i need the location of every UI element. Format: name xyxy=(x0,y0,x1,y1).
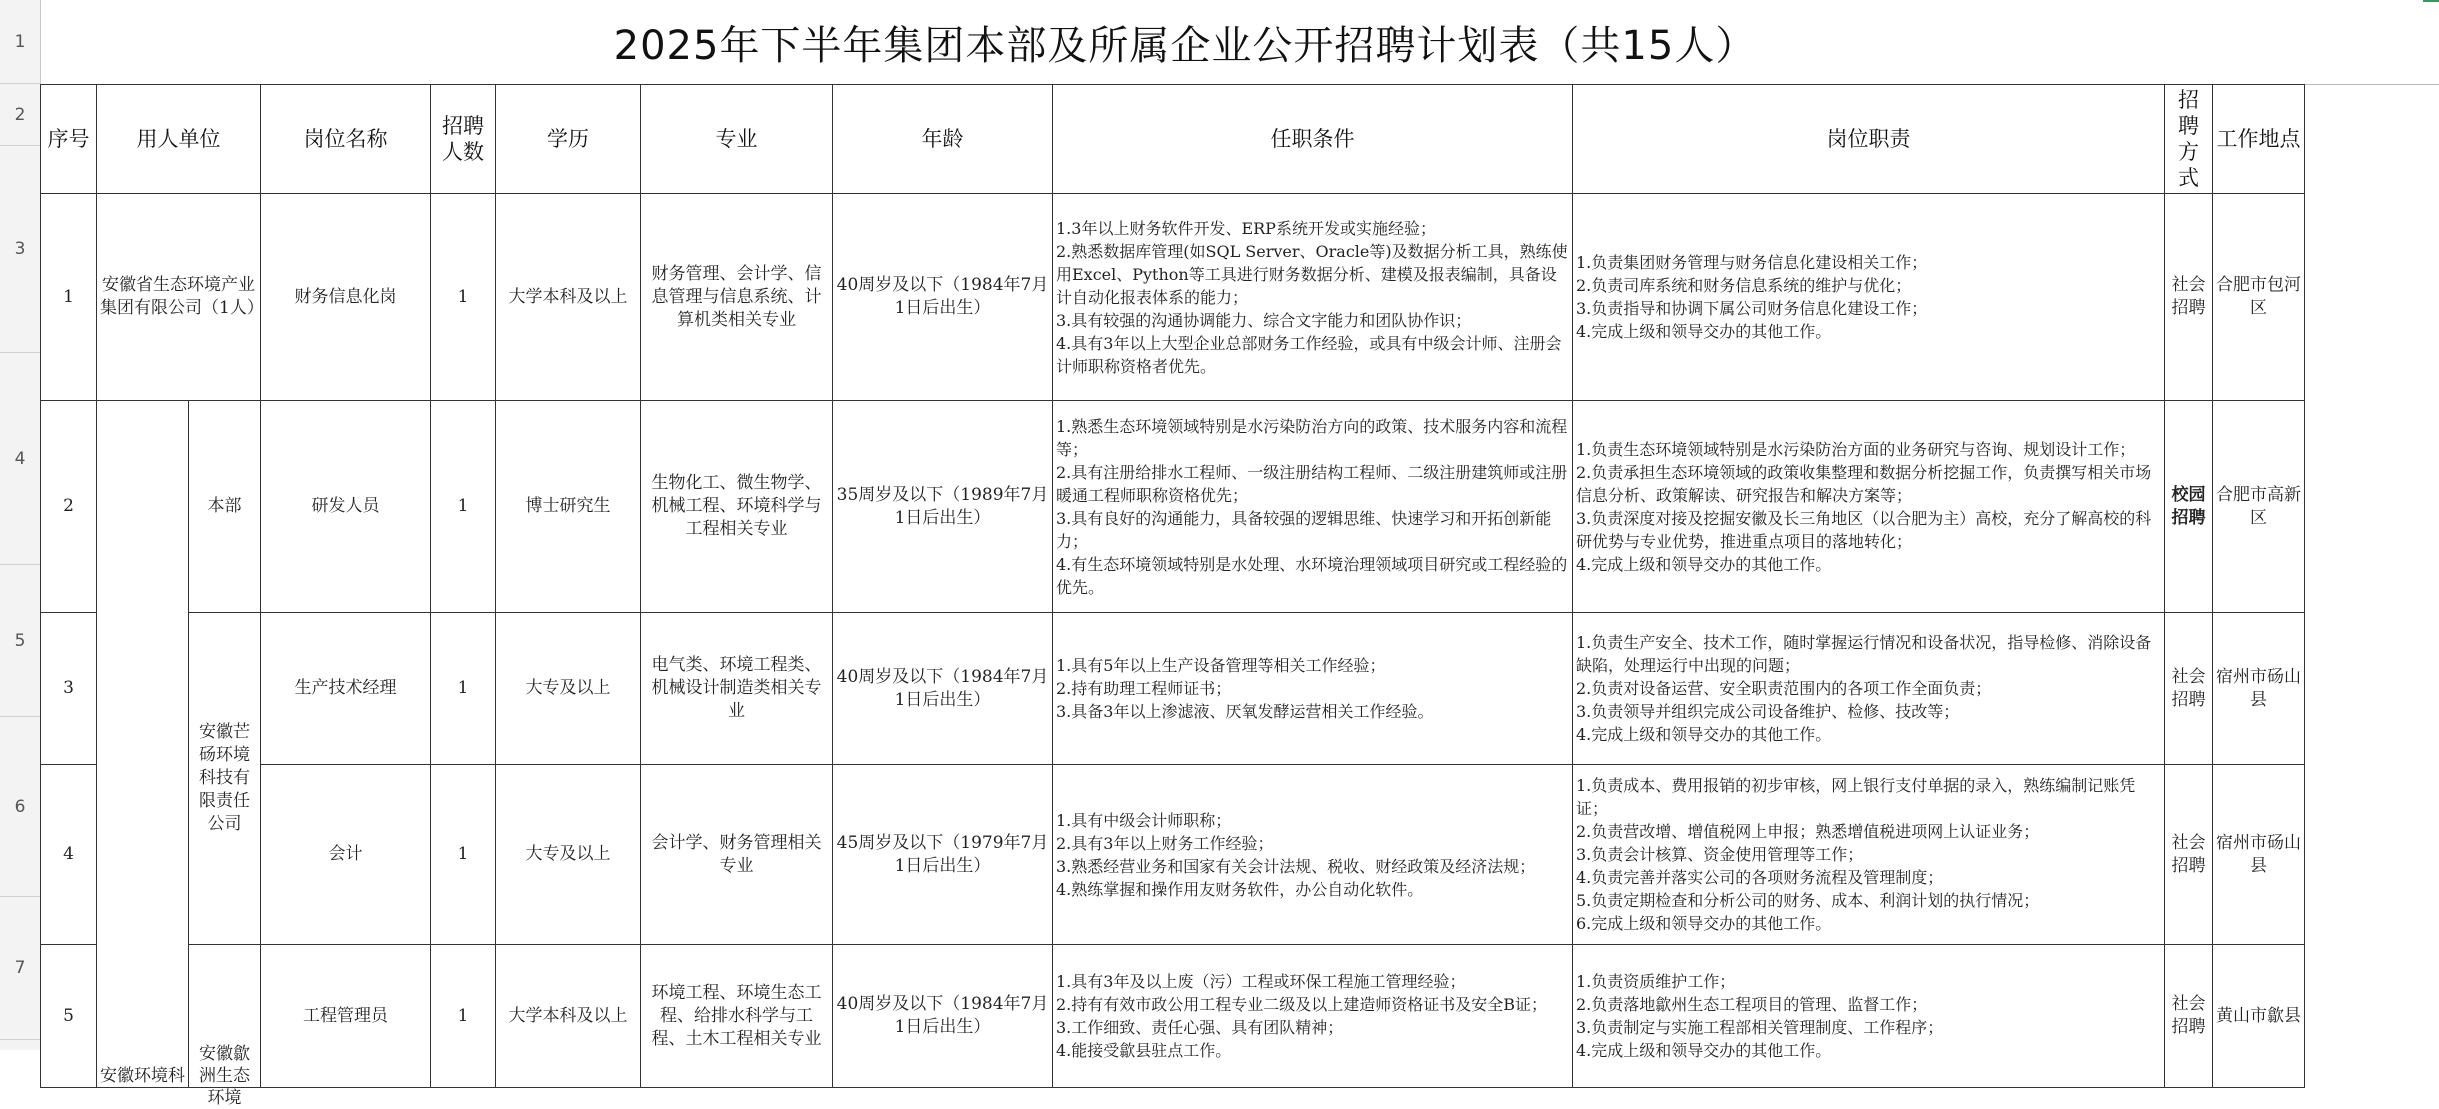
list-item: 4.完成上级和领导交办的其他工作。 xyxy=(1576,725,1832,744)
shezhou-unit-label: 安徽歙洲生态环境 xyxy=(199,1044,250,1108)
cell-age[interactable]: 40周岁及以下（1984年7月1日后出生） xyxy=(833,194,1053,401)
cell-count[interactable]: 1 xyxy=(431,401,496,613)
list-item: 2.持有助理工程师证书； xyxy=(1056,679,1232,698)
cell-major[interactable]: 电气类、环境工程类、机械设计制造类相关专业 xyxy=(641,613,833,765)
header-seq[interactable]: 序号 xyxy=(41,85,97,194)
header-major[interactable]: 专业 xyxy=(641,85,833,194)
list-item: 2.负责对设备运营、安全职责范围内的各项工作全面负责； xyxy=(1576,679,1992,698)
cell-count[interactable]: 1 xyxy=(431,613,496,765)
list-item: 2.负责落地歙州生态工程项目的管理、监督工作； xyxy=(1576,995,1928,1014)
list-item: 3.具有较强的沟通协调能力、综合文字能力和团队协作识； xyxy=(1056,310,1472,330)
header-requirements[interactable]: 任职条件 xyxy=(1053,85,1573,194)
list-item: 2.具有注册给排水工程师、一级注册结构工程师、二级注册建筑师或注册暖通工程师职称资格优先； xyxy=(1056,462,1568,505)
table-row xyxy=(41,401,2305,613)
list-item: 6.完成上级和领导交办的其他工作。 xyxy=(1576,914,1832,933)
list-item: 4.负责完善并落实公司的各项财务流程及管理制度； xyxy=(1576,868,1944,887)
row-number[interactable]: 1 xyxy=(0,0,40,84)
cell-requirements[interactable] xyxy=(1053,765,1573,945)
cell-position[interactable]: 生产技术经理 xyxy=(261,613,431,765)
list-item: 2.负责承担生态环境领域的政策收集整理和数据分析挖掘工作，负责撰写相关市场信息分析、政策解读、研究报告和解决方案等； xyxy=(1576,462,2152,505)
list-item: 3.负责领导并组织完成公司设备维护、检修、技改等； xyxy=(1576,702,1960,721)
list-item: 1.具有5年以上生产设备管理等相关工作经验； xyxy=(1056,656,1386,675)
cell-duties[interactable] xyxy=(1573,945,2165,1088)
list-item: 3.具备3年以上渗滤液、厌氧发酵运营相关工作经验。 xyxy=(1056,702,1434,721)
cell-age[interactable]: 45周岁及以下（1979年7月1日后出生） xyxy=(833,765,1053,945)
header-duties[interactable]: 岗位职责 xyxy=(1573,85,2165,194)
cell-age[interactable]: 40周岁及以下（1984年7月1日后出生） xyxy=(833,613,1053,765)
cell-count[interactable]: 1 xyxy=(431,765,496,945)
cell-position[interactable]: 会计 xyxy=(261,765,431,945)
cell-unit-sub[interactable] xyxy=(189,945,261,1108)
list-item: 4.完成上级和领导交办的其他工作。 xyxy=(1576,554,1832,574)
header-row xyxy=(41,85,2305,194)
table-row xyxy=(41,765,2305,945)
table-row xyxy=(41,945,2305,1088)
cell-seq[interactable]: 5 xyxy=(41,945,97,1088)
list-item: 4.完成上级和领导交办的其他工作。 xyxy=(1576,322,1832,341)
cell-requirements[interactable] xyxy=(1053,194,1573,401)
row-number[interactable]: 3 xyxy=(0,146,40,353)
cell-unit-sub[interactable]: 安徽芒砀环境科技有限责任公司 xyxy=(189,613,261,945)
list-item: 1.负责生态环境领域特别是水污染防治方面的业务研究与咨询、规划设计工作； xyxy=(1576,439,2136,459)
table-row xyxy=(41,194,2305,401)
cell-requirements[interactable] xyxy=(1053,945,1573,1088)
cell-duties[interactable] xyxy=(1573,765,2165,945)
list-item: 2.持有有效市政公用工程专业二级及以上建造师资格证书及安全B证； xyxy=(1056,995,1548,1014)
cell-education[interactable]: 博士研究生 xyxy=(496,401,641,613)
cell-requirements[interactable] xyxy=(1053,613,1573,765)
cell-location[interactable]: 宿州市砀山县 xyxy=(2213,613,2305,765)
cell-major[interactable]: 环境工程、环境生态工程、给排水科学与工程、土木工程相关专业 xyxy=(641,945,833,1088)
cell-unit-sub[interactable]: 本部 xyxy=(189,401,261,613)
cell-requirements[interactable] xyxy=(1053,401,1573,613)
header-position[interactable]: 岗位名称 xyxy=(261,85,431,194)
list-item: 4.有生态环境领域特别是水处理、水环境治理领域项目研究或工程经验的优先。 xyxy=(1056,554,1568,597)
header-unit[interactable]: 用人单位 xyxy=(97,85,261,194)
cell-seq[interactable]: 4 xyxy=(41,765,97,945)
header-location[interactable]: 工作地点 xyxy=(2213,85,2305,194)
sheet-corner-marker xyxy=(2423,0,2439,8)
list-item: 1.负责成本、费用报销的初步审核，网上银行支付单据的录入，熟练编制记账凭证； xyxy=(1576,776,2136,818)
list-item: 2.具有3年以上财务工作经验； xyxy=(1056,833,1274,853)
list-item: 3.负责会计核算、资金使用管理等工作； xyxy=(1576,845,1864,864)
cell-seq[interactable]: 1 xyxy=(41,194,97,401)
header-age[interactable]: 年龄 xyxy=(833,85,1053,194)
list-item: 3.熟悉经营业务和国家有关会计法规、税收、财经政策及经济法规； xyxy=(1056,856,1536,876)
cell-location[interactable]: 合肥市包河区 xyxy=(2213,194,2305,401)
cell-duties[interactable] xyxy=(1573,401,2165,613)
cell-education[interactable]: 大学本科及以上 xyxy=(496,945,641,1088)
list-item: 3.负责深度对接及挖掘安徽及长三角地区（以合肥为主）高校，充分了解高校的科研优势与专业优势，推进重点项目的落地转化； xyxy=(1576,508,2152,551)
table-row xyxy=(41,613,2305,765)
cell-age[interactable]: 40周岁及以下（1984年7月1日后出生） xyxy=(833,945,1053,1088)
list-item: 1.熟悉生态环境领域特别是水污染防治方向的政策、技术服务内容和流程等； xyxy=(1056,416,1568,459)
cell-unit-parent[interactable] xyxy=(97,401,189,1088)
cell-duties[interactable] xyxy=(1573,194,2165,401)
cell-major[interactable]: 生物化工、微生物学、机械工程、环境科学与工程相关专业 xyxy=(641,401,833,613)
cell-count[interactable]: 1 xyxy=(431,945,496,1088)
list-item: 3.具有良好的沟通能力，具备较强的逻辑思维、快速学习和开拓创新能力； xyxy=(1056,508,1552,551)
cell-major[interactable]: 财务管理、会计学、信息管理与信息系统、计算机类相关专业 xyxy=(641,194,833,401)
list-item: 4.熟练掌握和操作用友财务软件，办公自动化软件。 xyxy=(1056,879,1424,899)
cell-method[interactable]: 社会招聘 xyxy=(2165,613,2213,765)
header-method[interactable]: 招聘方式 xyxy=(2165,85,2213,194)
header-education[interactable]: 学历 xyxy=(496,85,641,194)
cell-major[interactable]: 会计学、财务管理相关专业 xyxy=(641,765,833,945)
list-item: 1.负责集团财务管理与财务信息化建设相关工作； xyxy=(1576,253,1928,272)
list-item: 2.负责营改增、增值税网上申报；熟悉增值税进项网上认证业务； xyxy=(1576,822,2040,841)
page-title[interactable]: 2025年下半年集团本部及所属企业公开招聘计划表（共15人） xyxy=(613,22,1757,69)
recruitment-table xyxy=(40,84,2305,1108)
cell-method[interactable]: 社会招聘 xyxy=(2165,945,2213,1088)
cell-method[interactable]: 社会招聘 xyxy=(2165,194,2213,401)
cell-education[interactable]: 大学本科及以上 xyxy=(496,194,641,401)
list-item: 3.负责制定与实施工程部相关管理制度、工作程序； xyxy=(1576,1018,1944,1037)
cell-duties[interactable] xyxy=(1573,613,2165,765)
list-item: 1.3年以上财务软件开发、ERP系统开发或实施经验； xyxy=(1056,218,1436,238)
list-item: 3.工作细致、责任心强、具有团队精神； xyxy=(1056,1018,1344,1037)
cell-location[interactable]: 宿州市砀山县 xyxy=(2213,765,2305,945)
list-item: 1.具有中级会计师职称； xyxy=(1056,810,1232,830)
cell-location[interactable]: 合肥市高新区 xyxy=(2213,401,2305,613)
cell-position[interactable]: 财务信息化岗 xyxy=(261,194,431,401)
list-item: 1.具有3年及以上废（污）工程或环保工程施工管理经验； xyxy=(1056,972,1466,991)
cell-seq[interactable]: 3 xyxy=(41,613,97,765)
header-count[interactable]: 招聘人数 xyxy=(431,85,496,194)
cell-method[interactable]: 校园招聘 xyxy=(2165,401,2213,613)
cell-position[interactable]: 工程管理员 xyxy=(261,945,431,1088)
cell-education[interactable]: 大专及以上 xyxy=(496,765,641,945)
list-item: 2.熟悉数据库管理(如SQL Server、Oracle等)及数据分析工具，熟练使用Excel、Python等工具进行财务数据分析、建模及报表编制，具备设计自动化报表体系的能力； xyxy=(1056,241,1568,307)
cell-seq[interactable]: 2 xyxy=(41,401,97,613)
list-item: 4.完成上级和领导交办的其他工作。 xyxy=(1576,1041,1832,1060)
parent-unit-label: 安徽环境科 xyxy=(100,1066,185,1086)
row-number[interactable]: 6 xyxy=(0,717,40,897)
cell-method[interactable]: 社会招聘 xyxy=(2165,765,2213,945)
cell-location[interactable]: 黄山市歙县 xyxy=(2213,945,2305,1088)
list-item: 3.负责指导和协调下属公司财务信息化建设工作； xyxy=(1576,299,1928,318)
cell-position[interactable]: 研发人员 xyxy=(261,401,431,613)
list-item: 5.负责定期检查和分析公司的财务、成本、利润计划的执行情况； xyxy=(1576,891,2040,910)
row-number[interactable]: 2 xyxy=(0,84,40,146)
cell-education[interactable]: 大专及以上 xyxy=(496,613,641,765)
row-number[interactable]: 7 xyxy=(0,897,40,1040)
row-number[interactable]: 5 xyxy=(0,565,40,717)
cell-age[interactable]: 35周岁及以下（1989年7月1日后出生） xyxy=(833,401,1053,613)
cell-unit[interactable]: 安徽省生态环境产业集团有限公司（1人） xyxy=(97,194,261,401)
row-number[interactable]: 4 xyxy=(0,353,40,565)
cell-count[interactable]: 1 xyxy=(431,194,496,401)
list-item: 2.负责司库系统和财务信息系统的维护与优化； xyxy=(1576,276,1912,295)
list-item: 1.负责资质维护工作； xyxy=(1576,972,1736,991)
list-item: 1.负责生产安全、技术工作，随时掌握运行情况和设备状况，指导检修、消除设备缺陷，处理运行中出现的问题； xyxy=(1576,633,2152,675)
list-item: 4.具有3年以上大型企业总部财务工作经验，或具有中级会计师、注册会计师职称资格者优先。 xyxy=(1056,333,1562,376)
list-item: 4.能接受歙县驻点工作。 xyxy=(1056,1041,1232,1060)
